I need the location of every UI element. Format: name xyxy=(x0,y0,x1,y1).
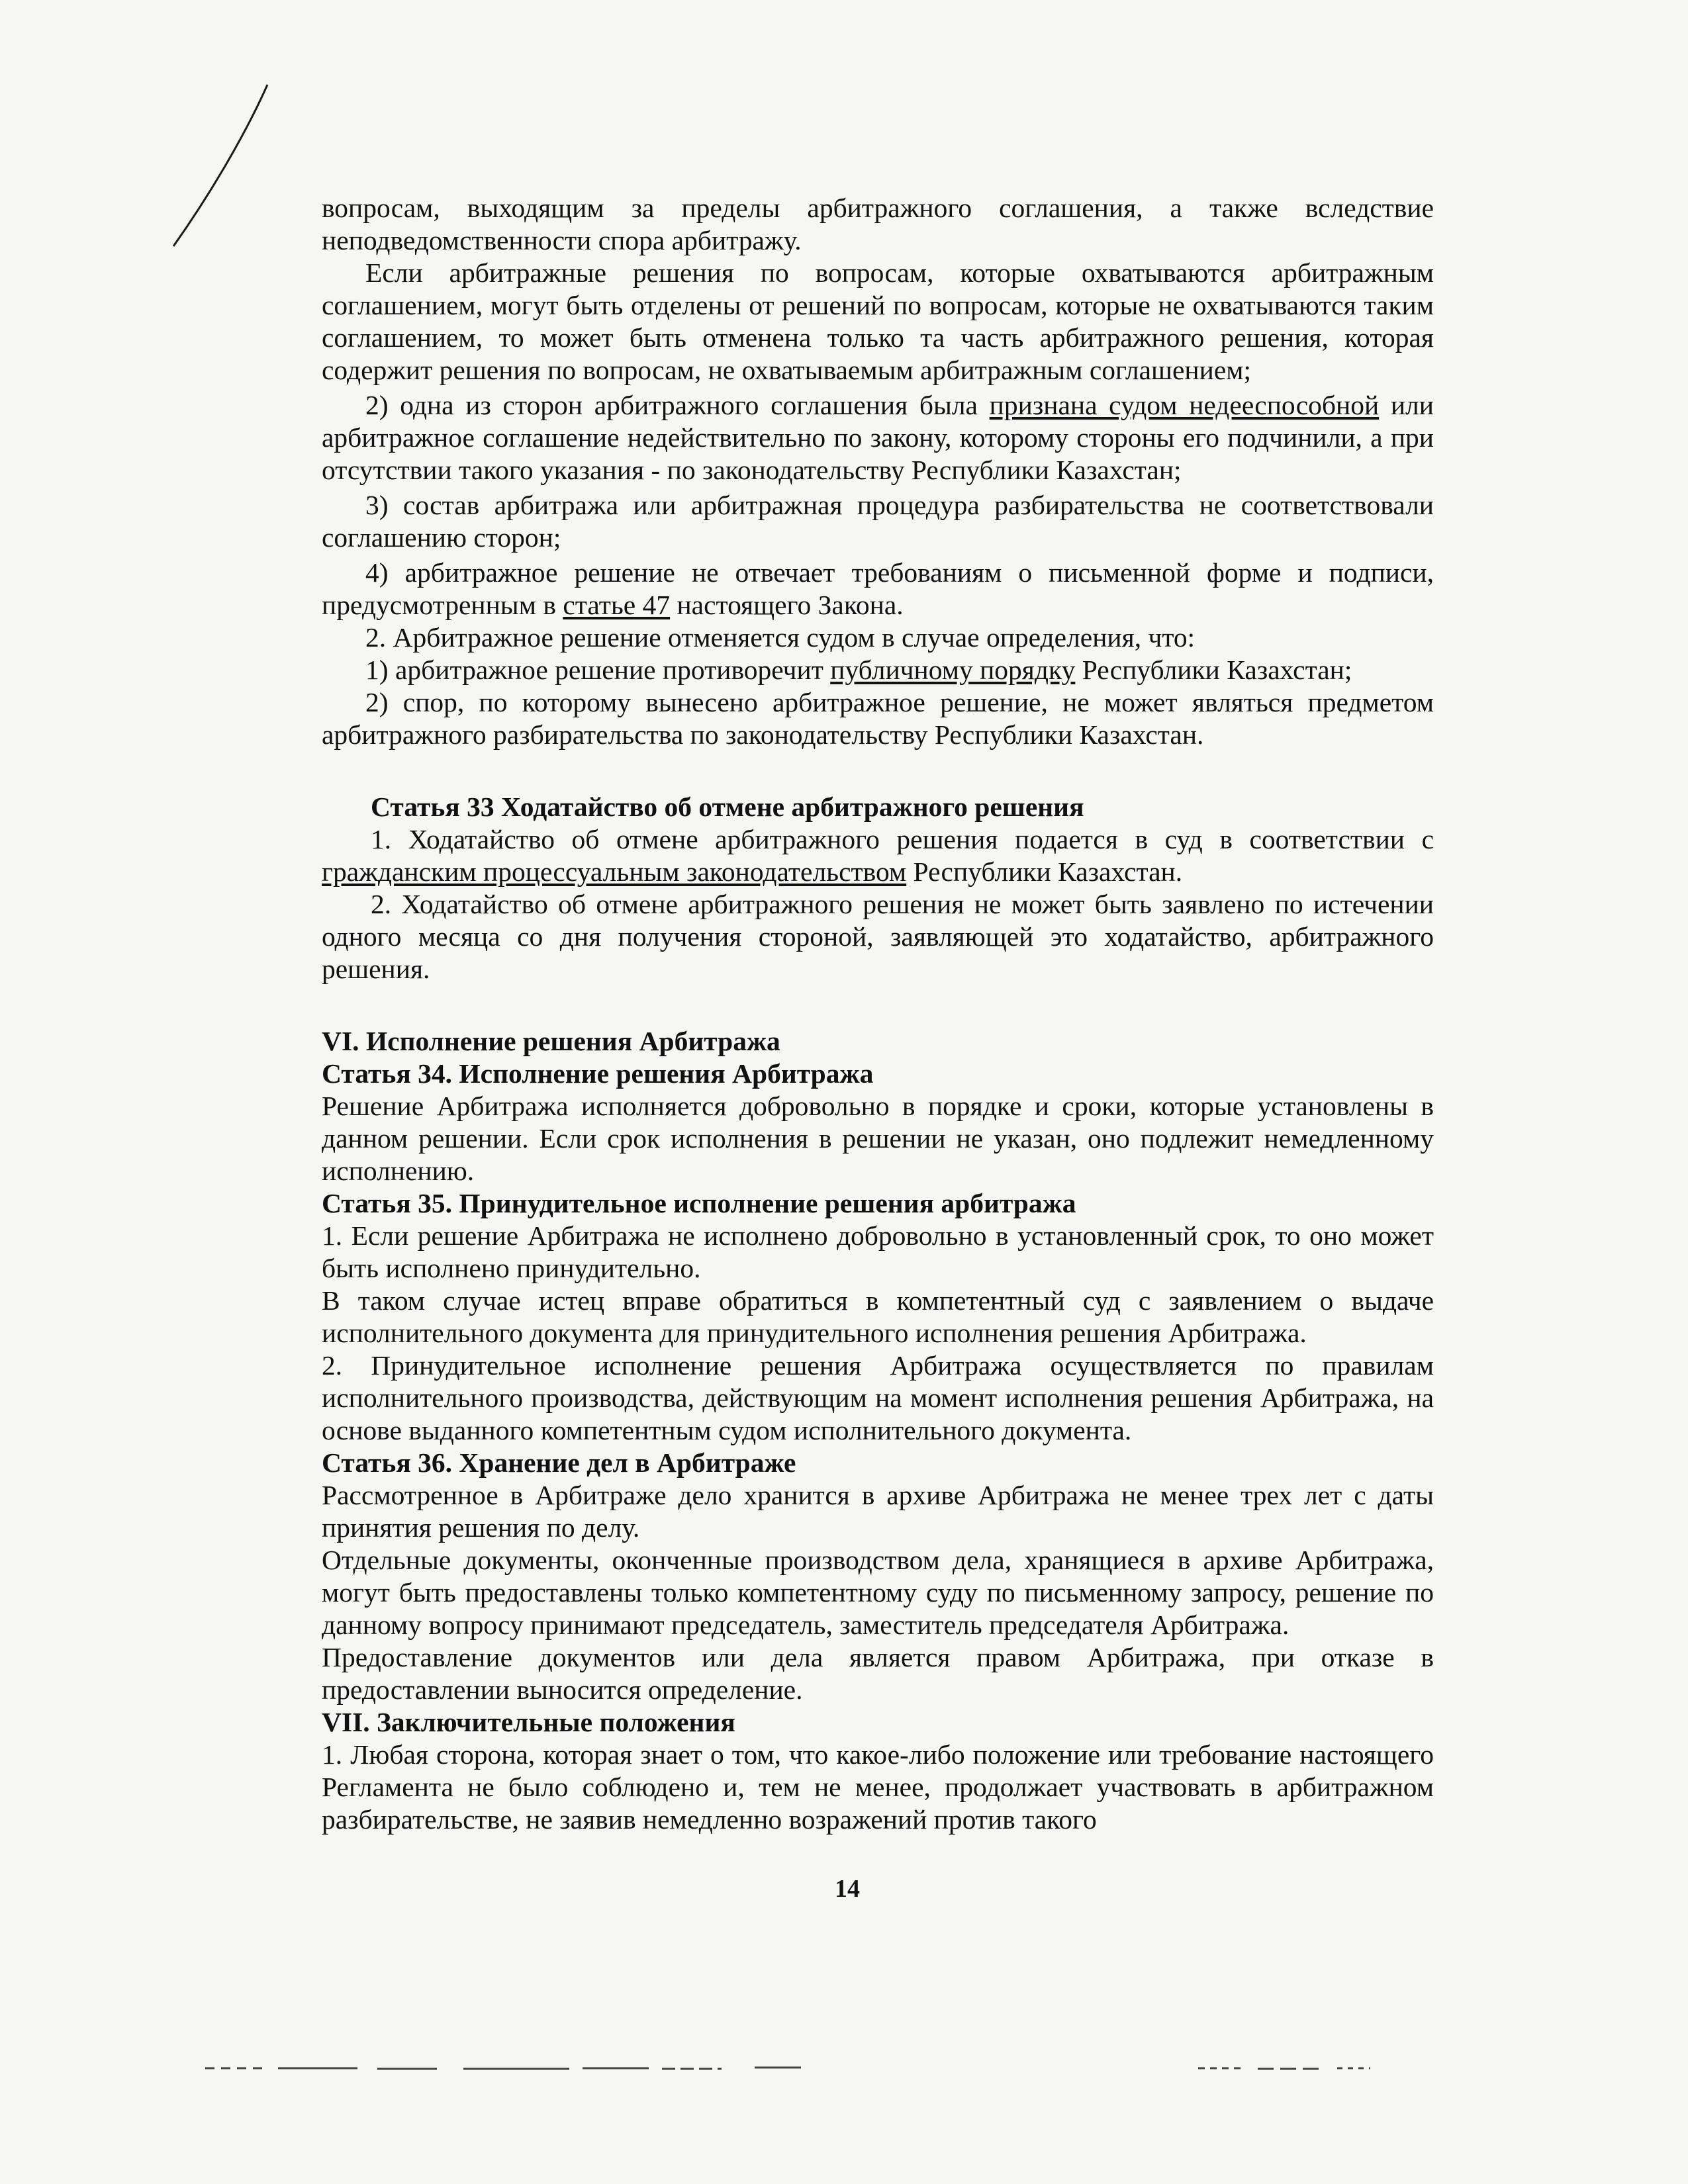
article-title: Статья 33 Ходатайство об отмене арбитражного решения xyxy=(371,792,1084,822)
paragraph: Если арбитражные решения по вопросам, которые охватываются арбитражным соглашением, могут быть отделены от решений по вопросам, которые не охватываются таким соглашением, то может быть отменена только та часть арбитражного решения, которая содержит решения по вопросам, не охватываемым арбитражным соглашением; xyxy=(322,257,1434,385)
text: 1) арбитражное решение противоречит xyxy=(365,655,831,685)
document-body xyxy=(322,192,1434,1836)
reference-link[interactable]: признана судом недееспособной xyxy=(989,390,1380,420)
paragraph: 2. Арбитражное решение отменяется судом в случае определения, что: xyxy=(365,622,1196,653)
section-title: VI. Исполнение решения Арбитража xyxy=(322,1026,780,1056)
article-title: Статья 34. Исполнение решения Арбитража xyxy=(322,1058,874,1089)
reference-link[interactable]: статье 47 xyxy=(563,590,671,620)
section-title: VII. Заключительные положения xyxy=(322,1707,735,1737)
text: 4) арбитражное решение не отвечает требованиям о письменной форме и подписи, предусмотренным в xyxy=(322,557,1434,620)
text: Республики Казахстан; xyxy=(1075,655,1352,685)
spacer xyxy=(322,751,1434,791)
paragraph: 2. Принудительное исполнение решения Арбитража осуществляется по правилам исполнительного производства, действующим на момент исполнения решения Арбитража, на основе выданного компетентным судом исполнительного документа. xyxy=(322,1350,1434,1445)
list-item: 3) состав арбитража или арбитражная процедура разбирательства не соответствовали соглашению сторон; xyxy=(322,490,1434,553)
reference-link[interactable]: публичному порядку xyxy=(830,655,1076,685)
paragraph xyxy=(322,823,1434,888)
paragraph: вопросам, выходящим за пределы арбитражного соглашения, а также вследствие неподведомственности спора арбитражу. xyxy=(322,193,1434,255)
reference-link[interactable]: гражданским процессуальным законодательством xyxy=(322,856,907,887)
list-item xyxy=(322,557,1434,621)
page-number: 14 xyxy=(835,1875,860,1903)
spacer xyxy=(322,985,1434,1025)
text: Республики Казахстан. xyxy=(906,856,1183,887)
text: настоящего Закона. xyxy=(670,590,904,620)
paragraph: 2. Ходатайство об отмене арбитражного решения не может быть заявлено по истечении одного месяца со дня получения стороной, заявляющей это ходатайство, арбитражного решения. xyxy=(322,889,1434,984)
list-item xyxy=(322,389,1434,486)
paragraph: 1. Любая сторона, которая знает о том, что какое-либо положение или требование настоящего Регламента не было соблюдено и, тем не менее, продолжает участвовать в арбитражном разбирательстве, не заявив немедленно возражений против такого xyxy=(322,1739,1434,1835)
paragraph: Решение Арбитража исполняется добровольно в порядке и сроки, которые установлены в данном решении. Если срок исполнения в решении не указан, оно подлежит немедленному исполнению. xyxy=(322,1091,1434,1186)
text: 1. Ходатайство об отмене арбитражного решения подается в суд в соответствии с xyxy=(371,824,1434,854)
article-title: Статья 36. Хранение дел в Арбитраже xyxy=(322,1447,796,1478)
paragraph: 1. Если решение Арбитража не исполнено добровольно в установленный срок, то оно может быть исполнено принудительно. xyxy=(322,1220,1434,1283)
list-item: 2) спор, по которому вынесено арбитражное решение, не может являться предметом арбитражного разбирательства по законодательству Республики Казахстан. xyxy=(322,687,1434,750)
paragraph: Отдельные документы, оконченные производством дела, хранящиеся в архиве Арбитража, могут быть предоставлены только компетентному суду по письменному запросу, решение по данному вопросу принимают председатель, заместитель председателя Арбитража. xyxy=(322,1545,1434,1640)
text: 2) одна из сторон арбитражного соглашения была xyxy=(365,390,990,420)
text: или арбитражное соглашение недействительно по закону, которому стороны его подчинили, а при отсутствии такого указания - по законодательству Республики Казахстан; xyxy=(322,390,1434,485)
paragraph: В таком случае истец вправе обратиться в компетентный суд с заявлением о выдаче исполнительного документа для принудительного исполнения решения Арбитража. xyxy=(322,1285,1434,1348)
paragraph: Рассмотренное в Арбитраже дело хранится в архиве Арбитража не менее трех лет с даты принятия решения по делу. xyxy=(322,1480,1434,1543)
paragraph: Предоставление документов или дела является правом Арбитража, при отказе в предоставлении выносится определение. xyxy=(322,1642,1434,1705)
article-title: Статья 35. Принудительное исполнение решения арбитража xyxy=(322,1188,1076,1218)
list-item xyxy=(322,654,1434,686)
